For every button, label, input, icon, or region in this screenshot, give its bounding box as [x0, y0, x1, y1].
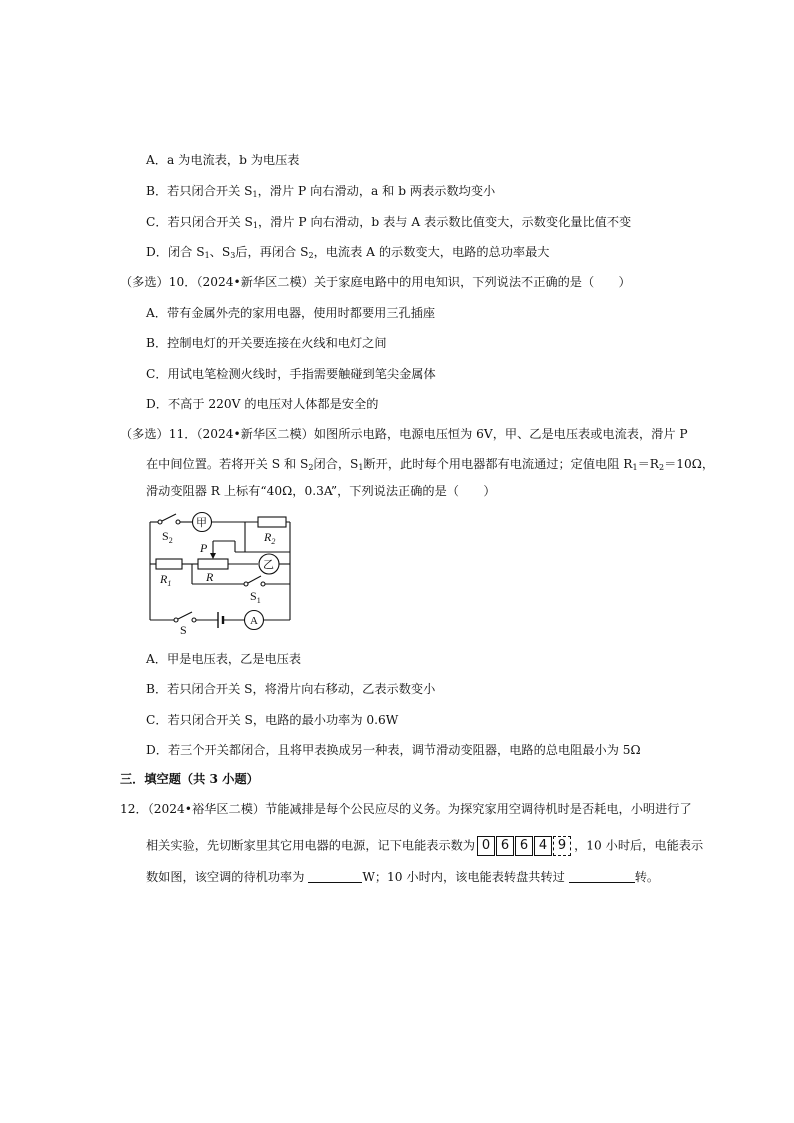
q11-option-b: B．若只闭合开关 S，将滑片向右移动，乙表示数变小 [146, 682, 436, 696]
q11-stem-line2 [146, 456, 714, 472]
subscript: 1 [632, 463, 638, 472]
q11-option-a: A．甲是电压表，乙是电压表 [146, 652, 302, 666]
q9-option-c-pre: C．若只闭合开关 S [146, 215, 253, 229]
q11-option-c: C．若只闭合开关 S，电路的最小功率为 0.6W [146, 713, 399, 727]
q11-stem-line1: （多选）11．（2024•新华区二模）如图所示电路，电源电压恒为 6V，甲、乙是电压表或电流表，滑片 P [120, 427, 688, 441]
label-s1: $S_1$ [250, 589, 261, 605]
q9-option-d [146, 244, 550, 260]
q11-stem-a: 在中间位置。若将开关 S 和 S [146, 457, 309, 471]
q10-option-c: C．用试电笔检测火线时，手指需要触碰到笔尖金属体 [146, 367, 436, 381]
q11-stem-c: 断开，此时每个用电器都有电流通过；定值电阻 R [363, 457, 633, 471]
q11-stem-d: ＝R [637, 457, 659, 471]
answer-blank-power[interactable] [308, 870, 362, 883]
switch-s-contact [192, 618, 196, 622]
rheostat-r [198, 559, 228, 569]
answer-blank-revolutions[interactable] [569, 870, 635, 883]
meter-digit: 4 [534, 836, 552, 856]
meter-digit: 6 [515, 836, 533, 856]
q12-stem-post: ，10 小时后，电能表示 [574, 838, 704, 853]
energy-meter-reading [477, 836, 572, 856]
q12-stem-line2 [146, 836, 703, 856]
q12-stem-line1: 12．（2024•裕华区二模）节能减排是每个公民应尽的义务。为探究家用空调待机时是否耗电，小明进行了 [120, 802, 692, 816]
switch-s2-contact [158, 520, 162, 524]
label-r1: $R_1$ [160, 572, 172, 588]
meter-digit: 6 [496, 836, 514, 856]
q11-option-d: D．若三个开关都闭合，且将甲表换成另一种表，调节滑动变阻器，电路的总电阻最小为 5Ω [146, 743, 641, 757]
q9-option-d-b: 、S [209, 245, 231, 259]
q9-option-d-d: ，电流表 A 的示数变大，电路的总功率最大 [313, 245, 550, 259]
q10-stem: （多选）10．（2024•新华区二模）关于家庭电路中的用电知识，下列说法不正确的是（ ） [120, 275, 631, 289]
label-r2: $R_2$ [264, 530, 276, 546]
subscript: 3 [230, 251, 236, 260]
label-jia: 甲 [196, 517, 207, 529]
label-p: P [200, 541, 208, 555]
q9-option-d-c: 后，再闭合 S [235, 245, 309, 259]
meter-digit-decimal: 9 [553, 836, 571, 856]
q12-stem3-mid: W；10 小时内，该电能表转盘共转过 [362, 870, 565, 884]
switch-s-contact [174, 618, 178, 622]
subscript: 2 [658, 463, 665, 472]
resistor-r2 [258, 517, 286, 527]
switch-s1-contact [261, 582, 265, 586]
subscript: 1 [358, 463, 364, 472]
label-a: A [250, 615, 258, 627]
meter-digit: 0 [477, 836, 495, 856]
q9-option-b-pre: B．若只闭合开关 S [146, 184, 253, 198]
subscript: 1 [204, 251, 210, 260]
q9-option-d-a: D．闭合 S [146, 245, 205, 259]
subscript: 1 [252, 221, 258, 230]
q12-stem-pre: 相关实验，先切断家里其它用电器的电源，记下电能表示数为 [146, 838, 476, 853]
q9-option-c [146, 214, 631, 230]
q10-option-a: A．带有金属外壳的家用电器，使用时都要用三孔插座 [146, 306, 436, 320]
q10-option-d: D．不高于 220V 的电压对人体都是安全的 [146, 397, 379, 411]
switch-s2-blade [162, 514, 176, 521]
subscript: 2 [308, 463, 314, 472]
q12-stem3-pre: 数如图，该空调的待机功率为 [146, 870, 305, 884]
section-title: 三．填空题（共 3 小题） [120, 772, 259, 786]
switch-s-blade [178, 612, 192, 619]
q9-option-a: A．a 为电流表，b 为电压表 [146, 153, 300, 167]
label-s2: $S_2$ [162, 529, 173, 545]
q10-option-b: B．控制电灯的开关要连接在火线和电灯之间 [146, 336, 387, 350]
label-yi: 乙 [263, 559, 274, 571]
switch-s1-contact [244, 582, 248, 586]
switch-s1-blade [248, 576, 261, 583]
label-r: R [206, 570, 214, 584]
slider-arrow-icon [210, 553, 216, 559]
q9-option-b-post: ，滑片 P 向右滑动，a 和 b 两表示数均变小 [257, 184, 496, 198]
circuit-diagram [140, 508, 300, 636]
q12-stem3-post: 转。 [634, 870, 660, 884]
subscript: 2 [308, 251, 314, 260]
resistor-r1 [156, 559, 182, 569]
subscript: 1 [252, 190, 258, 199]
q9-option-c-post: ，滑片 P 向右滑动，b 表与 A 表示数比值变大，示数变化量比值不变 [257, 215, 632, 229]
q11-stem-line3: 滑动变阻器 R 上标有“40Ω，0.3A”，下列说法正确的是（ ） [146, 484, 496, 498]
q12-stem-line3 [146, 869, 659, 885]
switch-s2-contact [176, 520, 180, 524]
q9-option-b [146, 183, 495, 199]
q11-stem-b: 闭合，S [313, 457, 359, 471]
q11-stem-e: ＝10Ω， [664, 457, 715, 471]
label-s: S [180, 623, 187, 636]
